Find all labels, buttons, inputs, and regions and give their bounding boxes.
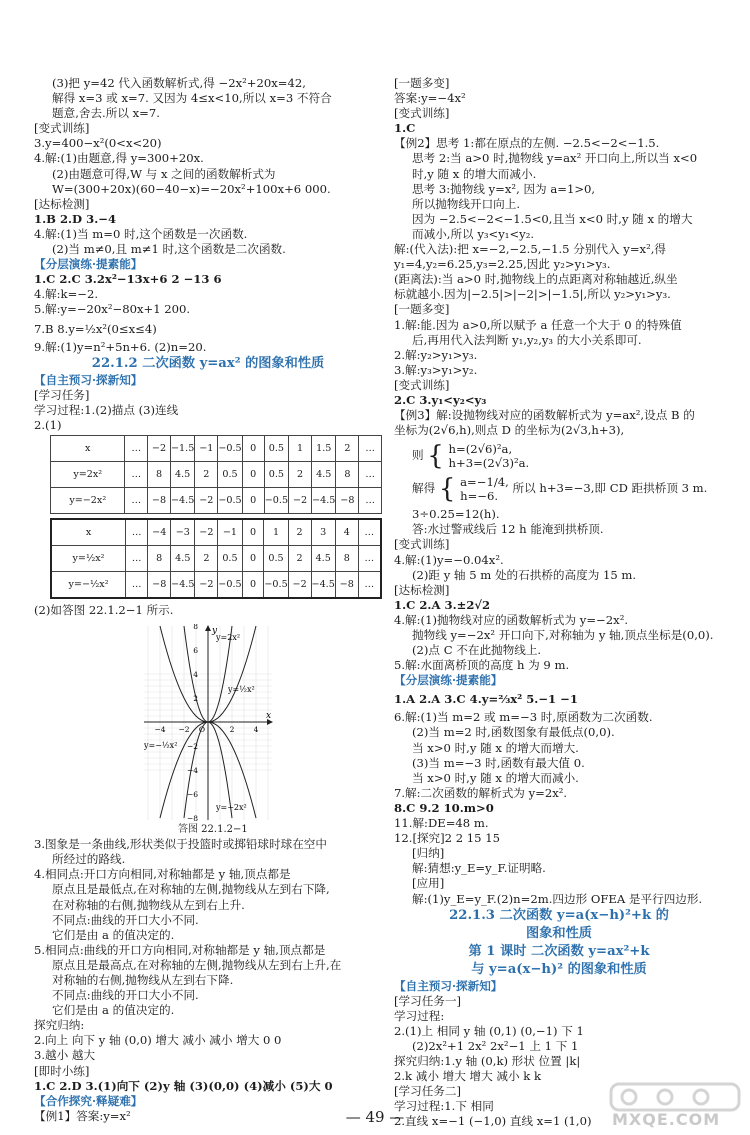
- table-cell: 3: [311, 519, 335, 546]
- curve-label: y=−½x²: [144, 741, 178, 751]
- table-cell: 1: [264, 519, 288, 546]
- text-line: 坐标为(2√6,h),则点 D 的坐标为(2√3,h+3),: [394, 423, 625, 438]
- equation-stack: [460, 475, 509, 503]
- text-line: 当 x>0 时,y 随 x 的增大而减小.: [412, 770, 579, 785]
- table-cell: −4.5: [171, 487, 195, 513]
- table-cell: x: [51, 519, 126, 546]
- y-axis-label: y: [212, 626, 218, 637]
- text-line: 5.解:y=−20x²−80x+1 200.: [34, 302, 191, 317]
- text-line: 【例2】思考 1:都在原点的左侧. −2.5<−2<−1.5.: [394, 136, 660, 151]
- table-cell: …: [359, 487, 382, 513]
- text-line: [一题多变]: [394, 302, 450, 317]
- text-line: 【例1】答案:y=x²: [34, 1108, 131, 1123]
- text-line: (2)2x²+1 2x² 2x²−1 上 1 下 1: [412, 1038, 579, 1053]
- text-line: 原点且是最低点,在对称轴的左侧,抛物线从左到右下降,: [52, 882, 330, 897]
- table-cell: …: [358, 519, 381, 546]
- table-cell: −2: [288, 571, 311, 598]
- section-heading: 【分层演练·提素能】: [394, 673, 503, 688]
- text-line: 题意,舍去.所以 x=7.: [52, 106, 160, 121]
- table-cell: −0.5: [218, 435, 242, 461]
- text-line: 学习过程:1.(2)描点 (3)连线: [34, 402, 179, 417]
- text-line: 4.解:k=−2.: [34, 287, 99, 302]
- text-line: [归纳]: [412, 846, 445, 861]
- y-tick-label: −2: [186, 742, 198, 752]
- table-cell: −1: [195, 435, 218, 461]
- text-line: 对称轴的右侧,抛物线从左到右下降.: [52, 973, 234, 987]
- table-cell: −8: [336, 487, 359, 513]
- text-line: 时,y 随 x 的增大而减小.: [412, 166, 537, 181]
- table-cell: 0.5: [264, 435, 288, 461]
- table-cell: 2: [195, 461, 218, 487]
- text-line: 学习过程:: [394, 1008, 445, 1023]
- table-cell: 4.5: [311, 545, 335, 571]
- section-heading: 【合作探究·释疑难】: [34, 1093, 143, 1108]
- text-line: 探究归纳:: [34, 1018, 85, 1033]
- table-cell: …: [359, 461, 382, 487]
- text-line: 6.解:(1)当 m=2 或 m=−3 时,原函数为二次函数.: [394, 710, 653, 725]
- text-line: 不同点:曲线的开口大小不同.: [52, 912, 199, 927]
- table-cell: 8: [148, 545, 171, 571]
- text-line: 后,再用代入法判断 y₁,y₂,y₃ 的大小关系即可.: [412, 332, 642, 347]
- text-line: 4.解:(1)由题意,得 y=300+20x.: [34, 151, 204, 166]
- text-line: 4.解:(1)抛物线对应的函数解析式为 y=−2x².: [394, 612, 629, 627]
- lesson-title: 图象和性质: [526, 925, 592, 941]
- table-cell: 1.5: [312, 435, 336, 461]
- table-cell: 4.5: [171, 461, 195, 487]
- equation: h=−6.: [460, 489, 499, 504]
- x-tick-label: −4: [154, 725, 166, 735]
- x-tick-label: 2: [229, 725, 235, 735]
- section-heading: 【自主预习·探新知】: [394, 978, 503, 993]
- text-line: 【例3】解:设抛物线对应的函数解析式为 y=ax²,设点 B 的: [394, 408, 695, 423]
- lesson-title: 与 y=a(x−h)² 的图象和性质: [471, 961, 647, 977]
- text-line: 1.解:能.因为 a>0,所以赋予 a 任意一个大于 0 的特殊值: [394, 317, 682, 332]
- text-line: [达标检测]: [34, 196, 90, 211]
- text-line: (2)如答图 22.1.2−1 所示.: [34, 602, 174, 617]
- table-cell: −4: [148, 519, 171, 546]
- text-line: 12.[探究]2 2 15 15: [394, 831, 500, 846]
- x-tick-label: 4: [253, 725, 259, 735]
- text-line: [应用]: [412, 876, 445, 891]
- text-line: (距离法):当 a>0 时,抛物线上的点距离对称轴越近,纵坐: [394, 272, 678, 287]
- page-number: — 49 —: [345, 1108, 405, 1126]
- text-line: 则: [412, 448, 424, 463]
- text-line: 2.k 减小 增大 增大 减小 k k: [394, 1069, 542, 1084]
- table-cell: −0.5: [218, 571, 242, 598]
- table-cell: 1: [289, 435, 312, 461]
- text-line: 2.C 3.y₁<y₂<y₃: [394, 392, 487, 407]
- text-line: [学习任务一]: [394, 993, 462, 1008]
- text-line: 它们是由 a 的值决定的.: [52, 1003, 175, 1018]
- x-tick-label: −2: [178, 725, 190, 735]
- table-cell: 2: [288, 519, 311, 546]
- table-cell: −8: [148, 487, 171, 513]
- text-line: 解:(代入法):把 x=−2,−2.5,−1.5 分别代入 y=x²,得: [394, 242, 667, 257]
- section-heading: 【自主预习·探新知】: [34, 372, 143, 387]
- section-heading: 【分层演练·提素能】: [34, 257, 143, 272]
- text-line: 标就越小.因为|−2.5|>|−2|>|−1.5|,所以 y₂>y₁>y₃.: [394, 287, 671, 302]
- text-line: 2.(1)上 相同 y 轴 (0,1) (0,−1) 下 1: [394, 1023, 584, 1038]
- lesson-title: 22.1.3 二次函数 y=a(x−h)²+k 的: [449, 907, 669, 923]
- text-line: [学习任务]: [34, 387, 90, 402]
- table-cell: 4: [335, 519, 358, 546]
- table-cell: …: [359, 435, 382, 461]
- table-cell: 2: [195, 545, 218, 571]
- value-table-2: [50, 518, 382, 599]
- table-cell: 0.5: [264, 545, 288, 571]
- text-line: 7.B 8.y=½x²(0≤x≤4): [34, 321, 157, 336]
- table-cell: −2: [195, 487, 218, 513]
- table-cell: …: [358, 571, 381, 598]
- text-line: 所以抛物线开口向上.: [412, 196, 521, 211]
- table-cell: −4.5: [311, 571, 335, 598]
- text-line: 8.C 9.2 10.m>0: [394, 800, 494, 815]
- text-line: W=(300+20x)(60−40−x)=−20x²+100x+6 000.: [52, 181, 331, 196]
- text-line: (3)把 y=42 代入函数解析式,得 −2x²+20x=42,: [52, 76, 306, 90]
- table-cell: −4.5: [312, 487, 336, 513]
- text-line: 2.(1): [34, 417, 62, 432]
- text-line: 2.解:y₂>y₁>y₃.: [394, 347, 478, 362]
- text-line: [学习任务二]: [394, 1084, 462, 1099]
- figure-caption: 答图 22.1.2−1: [178, 824, 248, 836]
- text-line: 学习过程:1.下 相同: [394, 1099, 494, 1114]
- x-axis-label: x: [266, 711, 272, 722]
- text-line: 抛物线 y=−2x² 开口向下,对称轴为 y 轴,顶点坐标是(0,0).: [412, 628, 714, 642]
- text-line: 答:水过警戒线后 12 h 能淹到拱桥顶.: [412, 522, 604, 537]
- table-cell: −2: [195, 571, 218, 598]
- table-cell: −8: [335, 571, 358, 598]
- lesson-title: 22.1.2 二次函数 y=ax² 的图象和性质: [91, 355, 325, 371]
- text-line: 不同点:曲线的开口大小不同.: [52, 988, 199, 1003]
- text-line: 9.解:(1)y=n²+5n+6. (2)n=20.: [34, 339, 207, 354]
- text-line: 在对称轴的右侧,抛物线从左到右上升.: [52, 897, 245, 912]
- table-row: [51, 461, 382, 487]
- table-cell: 0: [242, 487, 264, 513]
- text-line: 4.解:(1)当 m=0 时,这个函数是一次函数.: [34, 226, 248, 241]
- text-line: 3.越小 越大: [34, 1048, 96, 1063]
- y-tick-label: 4: [193, 670, 198, 680]
- text-line: (3)当 m=−3 时,函数有最大值 0.: [412, 755, 585, 770]
- table-cell: …: [126, 519, 148, 546]
- text-line: 解:(1)y_E=y_F.(2)n=2m.四边形 OFEA 是平行四边形.: [412, 891, 703, 906]
- table-cell: 0: [242, 435, 264, 461]
- y-tick-label: 8: [193, 624, 198, 632]
- table-cell: …: [126, 571, 148, 598]
- table-cell: −0.5: [264, 487, 288, 513]
- y-tick-label: −6: [186, 790, 198, 800]
- text-line: 1.C 2.A 3.±2√2: [394, 597, 491, 612]
- text-line: 原点且是最高点,在对称轴的左侧,抛物线从左到右上升,在: [52, 957, 342, 972]
- text-line: 11.解:DE=48 m.: [394, 816, 489, 831]
- table-row: [51, 571, 381, 598]
- text-line: [变式训练]: [34, 121, 90, 136]
- text-line: 因为 −2.5<−2<−1.5<0,且当 x<0 时,y 随 x 的增大: [412, 211, 693, 226]
- y-tick-label: −4: [186, 766, 198, 776]
- text-line: 3.解:y₃>y₁>y₂.: [394, 362, 478, 377]
- text-line: 4.解:(1)y=−0.04x².: [394, 552, 504, 567]
- text-line: 4.相同点:开口方向相同,对称轴都是 y 轴,顶点都是: [34, 867, 291, 882]
- brace: {: [438, 474, 456, 505]
- table-cell: …: [358, 545, 381, 571]
- table-cell: 2: [289, 461, 312, 487]
- text-line: 1.B 2.D 3.−4: [34, 211, 117, 226]
- text-line: 解得 x=3 或 x=7. 又因为 4≤x<10,所以 x=3 不符合: [52, 91, 332, 106]
- right-column: [394, 76, 724, 1130]
- table-cell: −2: [148, 435, 171, 461]
- y-tick-label: −8: [186, 814, 198, 823]
- brace: {: [427, 441, 444, 472]
- equation-system: [394, 441, 724, 471]
- table-row: [51, 435, 382, 461]
- text-line: 3÷0.25=12(h).: [412, 507, 500, 522]
- text-line: (2)由题意可得,W 与 x 之间的函数解析式为: [52, 166, 276, 181]
- table-cell: 4.5: [312, 461, 336, 487]
- text-line: [变式训练]: [394, 537, 450, 552]
- table-cell: 2: [336, 435, 359, 461]
- text-line: 3.y=400−x²(0<x<20): [34, 136, 162, 151]
- table-cell: …: [125, 435, 148, 461]
- text-line: 1.C: [394, 121, 416, 136]
- table-cell: −2: [289, 487, 312, 513]
- table-cell: …: [125, 487, 148, 513]
- table-cell: 0: [242, 545, 264, 571]
- table-cell: −0.5: [218, 487, 242, 513]
- value-table-1: [50, 435, 382, 514]
- table-row: [51, 487, 382, 513]
- y-tick-label: 6: [193, 646, 198, 656]
- text-line: 思考 3:抛物线 y=x², 因为 a=1>0,: [412, 181, 596, 196]
- text-line: 答案:y=−4x²: [394, 91, 466, 106]
- watermark-text: MXQE.COM: [612, 1110, 721, 1129]
- text-line: [达标检测]: [394, 582, 450, 597]
- table-cell: −8: [148, 571, 171, 598]
- table-cell: −1: [218, 519, 242, 546]
- text-line: [一题多变]: [394, 76, 450, 90]
- equation: a=−1/4,: [460, 475, 509, 490]
- table-cell: 8: [335, 545, 358, 571]
- text-line: y₁=4,y₂=6.25,y₃=2.25,因此 y₂>y₁>y₃.: [394, 257, 611, 272]
- lesson-title: 第 1 课时 二次函数 y=ax²+k: [468, 943, 650, 959]
- table-cell: −2: [195, 519, 218, 546]
- curve-label: y=½x²: [228, 685, 255, 695]
- text-line: 所以 h+3=−3,即 CD 距拱桥顶 3 m.: [512, 481, 708, 496]
- graph-ticks: [154, 624, 258, 822]
- table-cell: −3: [171, 519, 195, 546]
- text-line: 2.向上 向下 y 轴 (0,0) 增大 减小 减小 增大 0 0: [34, 1033, 282, 1048]
- equation: h=(2√6)²a,: [448, 442, 513, 457]
- text-line: 而减小,所以 y₃<y₁<y₂.: [412, 226, 535, 241]
- equation-system: [394, 474, 724, 504]
- table-cell: 2: [288, 545, 311, 571]
- text-line: 当 x>0 时,y 随 x 的增大而增大.: [412, 740, 579, 755]
- table-cell: y=−½x²: [51, 571, 126, 598]
- text-line: 5.相同点:曲线的开口方向相同,对称轴都是 y 轴,顶点都是: [34, 942, 326, 957]
- table-cell: −4.5: [171, 571, 195, 598]
- text-line: 它们是由 a 的值决定的.: [52, 927, 175, 942]
- text-line: 探究归纳:1.y 轴 (0,k) 形状 位置 |k|: [394, 1054, 581, 1069]
- text-line: 所经过的路线.: [52, 852, 126, 867]
- text-line: (2)当 m≠0,且 m≠1 时,这个函数是二次函数.: [52, 242, 286, 257]
- text-line: (2)点 C 不在此抛物线上.: [412, 643, 542, 658]
- text-line: 7.解:二次函数的解析式为 y=2x².: [394, 785, 568, 800]
- text-line: [变式训练]: [394, 106, 450, 121]
- table-cell: −1.5: [171, 435, 195, 461]
- text-line: 1.C 2.D 3.(1)向下 (2)y 轴 (3)(0,0) (4)减小 (5)大 0: [34, 1078, 333, 1093]
- table-row: [51, 545, 381, 571]
- text-line: 3.图象是一条曲线,形状类似于投篮时或掷铅球时球在空中: [34, 837, 327, 852]
- table-cell: y=−2x²: [51, 487, 125, 513]
- table-cell: 0.5: [218, 461, 242, 487]
- table-cell: 8: [148, 461, 171, 487]
- table-cell: …: [125, 461, 148, 487]
- curve-label: y=−2x²: [216, 803, 247, 813]
- table-cell: y=2x²: [51, 461, 125, 487]
- parabola-graph: [144, 624, 274, 822]
- table-cell: 0.5: [264, 461, 288, 487]
- x-tick-label: O: [198, 725, 206, 735]
- y-tick-label: 2: [193, 694, 198, 704]
- table-cell: 0: [242, 519, 264, 546]
- text-line: (2)当 m=2 时,函数图象有最低点(0,0).: [412, 725, 615, 740]
- table-cell: 4.5: [171, 545, 195, 571]
- table-cell: 0: [242, 571, 264, 598]
- equation-stack: [449, 442, 530, 470]
- table-cell: 0: [242, 461, 264, 487]
- table-row: [51, 519, 381, 546]
- table-cell: 8: [336, 461, 359, 487]
- text-line: 解:猜想:y_E=y_F.证明略.: [412, 861, 546, 876]
- curve-label: y=2x²: [216, 633, 241, 643]
- table-cell: −0.5: [264, 571, 288, 598]
- left-column: [34, 76, 382, 1124]
- table-cell: …: [126, 545, 148, 571]
- table-cell: x: [51, 435, 125, 461]
- text-line: [即时小练]: [34, 1063, 90, 1078]
- text-line: 1.C 2.C 3.2x²−13x+6 2 −13 6: [34, 272, 222, 287]
- text-line: 5.解:水面离桥顶的高度 h 为 9 m.: [394, 658, 570, 673]
- text-line: 思考 2:当 a>0 时,抛物线 y=ax² 开口向上,所以当 x<0: [412, 151, 698, 166]
- text-line: 解得: [412, 481, 436, 496]
- text-line: [变式训练]: [394, 377, 450, 392]
- equation: h+3=(2√3)²a.: [448, 456, 530, 471]
- table-cell: y=½x²: [51, 545, 126, 571]
- table-cell: 0.5: [218, 545, 242, 571]
- text-line: 2.直线 x=−1 (−1,0) 直线 x=1 (1,0): [394, 1114, 592, 1129]
- text-line: 1.A 2.A 3.C 4.y=⅔x² 5.−1 −1: [394, 692, 578, 707]
- text-line: (2)距 y 轴 5 m 处的石拱桥的高度为 15 m.: [412, 567, 637, 582]
